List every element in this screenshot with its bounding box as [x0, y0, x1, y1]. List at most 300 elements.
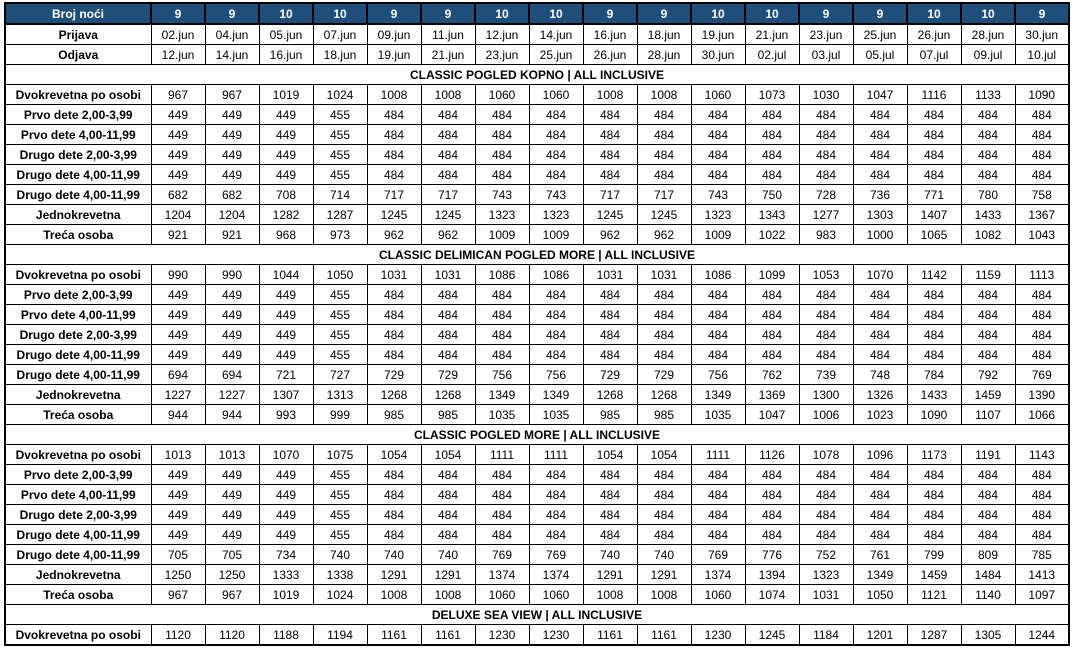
price-value: 484	[421, 345, 475, 365]
checkout-value: 09.jul	[961, 45, 1015, 65]
price-value: 1053	[799, 265, 853, 285]
price-value: 740	[313, 545, 367, 565]
checkin-row	[5, 24, 1069, 45]
price-value: 1349	[691, 385, 745, 405]
price-value: 1070	[259, 445, 313, 465]
price-value: 484	[583, 325, 637, 345]
checkin-value: 23.jun	[799, 24, 853, 45]
price-value: 1090	[907, 405, 961, 425]
price-value: 484	[907, 505, 961, 525]
price-value: 484	[529, 525, 583, 545]
price-value: 1277	[799, 205, 853, 225]
price-value: 484	[583, 145, 637, 165]
price-value: 1047	[853, 85, 907, 105]
price-value: 1060	[529, 585, 583, 605]
nights-value: 9	[367, 3, 421, 24]
nights-value: 9	[151, 3, 205, 24]
price-value: 1031	[421, 265, 475, 285]
price-value: 740	[367, 545, 421, 565]
price-row	[5, 265, 1069, 285]
price-value: 455	[313, 325, 367, 345]
price-value: 484	[367, 325, 421, 345]
price-value: 921	[205, 225, 259, 245]
price-value: 455	[313, 505, 367, 525]
price-value: 484	[853, 285, 907, 305]
price-value: 1291	[367, 565, 421, 585]
price-value: 1050	[313, 265, 367, 285]
checkin-value: 30.jun	[1015, 24, 1069, 45]
price-row	[5, 165, 1069, 185]
price-value: 1013	[205, 445, 259, 465]
price-value: 484	[367, 165, 421, 185]
checkout-value: 21.jun	[421, 45, 475, 65]
price-value: 484	[907, 325, 961, 345]
checkin-value: 25.jun	[853, 24, 907, 45]
price-value: 484	[907, 345, 961, 365]
price-value: 1009	[475, 225, 529, 245]
section-title: CLASSIC DELIMICAN POGLED MORE | ALL INCLUSIVE	[5, 245, 1069, 265]
price-value: 484	[529, 305, 583, 325]
price-value: 449	[151, 305, 205, 325]
price-value: 484	[745, 165, 799, 185]
price-row	[5, 85, 1069, 105]
price-value: 484	[637, 145, 691, 165]
price-value: 484	[799, 165, 853, 185]
price-value: 1305	[961, 625, 1015, 646]
price-value: 1161	[637, 625, 691, 646]
price-value: 962	[367, 225, 421, 245]
price-value: 1121	[907, 585, 961, 605]
price-value: 717	[637, 185, 691, 205]
price-value: 484	[367, 105, 421, 125]
price-value: 484	[475, 325, 529, 345]
price-value: 449	[205, 285, 259, 305]
price-value: 484	[367, 525, 421, 545]
price-value: 484	[475, 105, 529, 125]
checkout-label: Odjava	[5, 45, 151, 65]
price-value: 1367	[1015, 205, 1069, 225]
price-value: 729	[583, 365, 637, 385]
price-value: 1159	[961, 265, 1015, 285]
checkout-value: 30.jun	[691, 45, 745, 65]
price-value: 1031	[799, 585, 853, 605]
price-row	[5, 205, 1069, 225]
price-value: 484	[799, 125, 853, 145]
price-row-label: Treća osoba	[5, 585, 151, 605]
price-value: 1133	[961, 85, 1015, 105]
price-row-label: Prvo dete 4,00-11,99	[5, 485, 151, 505]
price-row-label: Prvo dete 2,00-3,99	[5, 465, 151, 485]
price-value: 743	[475, 185, 529, 205]
price-row	[5, 285, 1069, 305]
price-value: 1245	[637, 205, 691, 225]
price-value: 449	[151, 285, 205, 305]
price-value: 769	[1015, 365, 1069, 385]
price-row	[5, 525, 1069, 545]
price-value: 967	[151, 85, 205, 105]
price-value: 484	[421, 325, 475, 345]
price-value: 739	[799, 365, 853, 385]
price-value: 484	[583, 305, 637, 325]
price-value: 682	[151, 185, 205, 205]
price-value: 729	[367, 365, 421, 385]
price-value: 1459	[961, 385, 1015, 405]
checkout-value: 26.jun	[583, 45, 637, 65]
price-value: 449	[259, 325, 313, 345]
price-value: 708	[259, 185, 313, 205]
price-value: 484	[745, 345, 799, 365]
checkin-value: 18.jun	[637, 24, 691, 45]
price-value: 1030	[799, 85, 853, 105]
price-value: 484	[421, 285, 475, 305]
price-value: 1291	[583, 565, 637, 585]
price-value: 484	[907, 285, 961, 305]
price-value: 484	[475, 165, 529, 185]
price-value: 484	[745, 485, 799, 505]
price-value: 484	[1015, 325, 1069, 345]
price-value: 1019	[259, 585, 313, 605]
price-value: 1333	[259, 565, 313, 585]
price-row-label: Drugo dete 4,00-11,99	[5, 165, 151, 185]
nights-value: 10	[475, 3, 529, 24]
price-row-label: Drugo dete 4,00-11,99	[5, 545, 151, 565]
price-table-body	[5, 3, 1069, 645]
price-value: 484	[637, 285, 691, 305]
price-value: 449	[259, 285, 313, 305]
price-value: 1086	[529, 265, 583, 285]
price-value: 484	[637, 525, 691, 545]
price-value: 1307	[259, 385, 313, 405]
price-value: 1245	[421, 205, 475, 225]
section-title: DELUXE SEA VIEW | ALL INCLUSIVE	[5, 605, 1069, 625]
price-value: 484	[961, 485, 1015, 505]
price-value: 449	[259, 465, 313, 485]
price-value: 1230	[475, 625, 529, 646]
price-value: 484	[367, 145, 421, 165]
price-value: 1060	[475, 585, 529, 605]
price-value: 484	[907, 125, 961, 145]
checkout-value: 28.jun	[637, 45, 691, 65]
price-value: 1054	[637, 445, 691, 465]
price-value: 484	[475, 145, 529, 165]
price-row	[5, 585, 1069, 605]
price-value: 455	[313, 485, 367, 505]
price-value: 736	[853, 185, 907, 205]
price-value: 484	[475, 485, 529, 505]
price-value: 962	[583, 225, 637, 245]
section-title-row	[5, 425, 1069, 445]
price-value: 484	[529, 105, 583, 125]
price-row	[5, 325, 1069, 345]
price-value: 455	[313, 105, 367, 125]
price-value: 484	[907, 305, 961, 325]
price-value: 484	[961, 125, 1015, 145]
price-value: 449	[205, 105, 259, 125]
price-value: 484	[961, 465, 1015, 485]
price-value: 809	[961, 545, 1015, 565]
price-value: 455	[313, 525, 367, 545]
checkout-value: 19.jun	[367, 45, 421, 65]
price-value: 484	[799, 145, 853, 165]
price-value: 484	[961, 165, 1015, 185]
price-value: 484	[1015, 105, 1069, 125]
price-value: 717	[421, 185, 475, 205]
price-row-label: Prvo dete 2,00-3,99	[5, 105, 151, 125]
price-value: 1227	[205, 385, 259, 405]
checkin-value: 16.jun	[583, 24, 637, 45]
price-value: 484	[961, 525, 1015, 545]
price-value: 449	[259, 485, 313, 505]
price-value: 484	[637, 305, 691, 325]
price-row	[5, 505, 1069, 525]
price-value: 740	[583, 545, 637, 565]
price-value: 484	[367, 465, 421, 485]
price-value: 1244	[1015, 625, 1069, 646]
price-value: 756	[691, 365, 745, 385]
price-value: 756	[475, 365, 529, 385]
nights-value: 10	[961, 3, 1015, 24]
price-value: 484	[583, 125, 637, 145]
price-value: 1097	[1015, 585, 1069, 605]
price-value: 1184	[799, 625, 853, 646]
price-value: 484	[1015, 305, 1069, 325]
price-value: 1120	[151, 625, 205, 646]
price-value: 771	[907, 185, 961, 205]
nights-value: 9	[583, 3, 637, 24]
price-row	[5, 125, 1069, 145]
price-value: 484	[745, 285, 799, 305]
price-value: 728	[799, 185, 853, 205]
price-value: 449	[259, 125, 313, 145]
price-value: 1230	[529, 625, 583, 646]
price-row	[5, 385, 1069, 405]
price-value: 1245	[583, 205, 637, 225]
price-value: 1390	[1015, 385, 1069, 405]
price-value: 1300	[799, 385, 853, 405]
price-value: 484	[367, 285, 421, 305]
price-value: 705	[205, 545, 259, 565]
price-value: 484	[475, 305, 529, 325]
price-row-label: Jednokrevetna	[5, 385, 151, 405]
price-value: 967	[205, 85, 259, 105]
price-value: 449	[259, 105, 313, 125]
price-value: 484	[853, 125, 907, 145]
price-value: 484	[799, 505, 853, 525]
price-value: 484	[583, 505, 637, 525]
price-value: 1282	[259, 205, 313, 225]
price-row	[5, 445, 1069, 465]
price-value: 784	[907, 365, 961, 385]
price-value: 484	[745, 105, 799, 125]
price-value: 968	[259, 225, 313, 245]
price-value: 484	[583, 485, 637, 505]
price-value: 484	[529, 465, 583, 485]
price-value: 967	[205, 585, 259, 605]
price-value: 484	[799, 285, 853, 305]
price-value: 990	[151, 265, 205, 285]
checkin-value: 12.jun	[475, 24, 529, 45]
price-value: 1287	[313, 205, 367, 225]
price-value: 729	[421, 365, 475, 385]
price-value: 449	[151, 465, 205, 485]
checkout-value: 10.jul	[1015, 45, 1069, 65]
price-row-label: Jednokrevetna	[5, 565, 151, 585]
price-row-label: Drugo dete 4,00-11,99	[5, 525, 151, 545]
price-value: 484	[529, 325, 583, 345]
checkin-value: 05.jun	[259, 24, 313, 45]
price-value: 1268	[637, 385, 691, 405]
price-value: 1054	[367, 445, 421, 465]
price-value: 484	[529, 145, 583, 165]
price-value: 1227	[151, 385, 205, 405]
price-value: 743	[529, 185, 583, 205]
price-value: 1326	[853, 385, 907, 405]
price-value: 729	[637, 365, 691, 385]
price-value: 705	[151, 545, 205, 565]
price-value: 484	[475, 285, 529, 305]
checkout-value: 12.jun	[151, 45, 205, 65]
price-value: 944	[205, 405, 259, 425]
price-value: 455	[313, 285, 367, 305]
price-value: 983	[799, 225, 853, 245]
price-value: 1250	[205, 565, 259, 585]
price-value: 484	[637, 485, 691, 505]
price-value: 484	[637, 345, 691, 365]
price-value: 990	[205, 265, 259, 285]
checkout-value: 05.jul	[853, 45, 907, 65]
price-value: 484	[961, 305, 1015, 325]
price-value: 484	[529, 345, 583, 365]
price-value: 484	[853, 305, 907, 325]
price-value: 1268	[583, 385, 637, 405]
price-value: 1374	[529, 565, 583, 585]
section-title-row	[5, 245, 1069, 265]
price-value: 769	[529, 545, 583, 565]
price-value: 1374	[475, 565, 529, 585]
price-value: 484	[475, 525, 529, 545]
price-value: 484	[691, 305, 745, 325]
price-value: 1060	[691, 585, 745, 605]
price-value: 985	[367, 405, 421, 425]
price-value: 449	[205, 165, 259, 185]
price-value: 484	[907, 145, 961, 165]
price-value: 944	[151, 405, 205, 425]
nights-value: 9	[1015, 3, 1069, 24]
price-value: 484	[691, 165, 745, 185]
price-row-label: Drugo dete 4,00-11,99	[5, 345, 151, 365]
price-value: 484	[583, 165, 637, 185]
price-value: 484	[961, 285, 1015, 305]
price-value: 449	[205, 145, 259, 165]
price-value: 1111	[475, 445, 529, 465]
price-value: 484	[1015, 485, 1069, 505]
checkin-value: 21.jun	[745, 24, 799, 45]
price-value: 484	[961, 345, 1015, 365]
price-value: 449	[205, 325, 259, 345]
price-value: 484	[583, 465, 637, 485]
price-value: 455	[313, 465, 367, 485]
price-row-label: Drugo dete 4,00-11,99	[5, 185, 151, 205]
price-value: 1035	[475, 405, 529, 425]
price-row	[5, 565, 1069, 585]
price-value: 1343	[745, 205, 799, 225]
price-value: 756	[529, 365, 583, 385]
price-value: 1268	[421, 385, 475, 405]
price-value: 1086	[475, 265, 529, 285]
price-value: 484	[421, 105, 475, 125]
price-value: 1349	[475, 385, 529, 405]
price-value: 1323	[475, 205, 529, 225]
nights-row	[5, 3, 1069, 24]
price-value: 484	[691, 285, 745, 305]
price-value: 455	[313, 305, 367, 325]
price-value: 1287	[907, 625, 961, 646]
price-value: 1407	[907, 205, 961, 225]
checkout-row	[5, 45, 1069, 65]
price-value: 1050	[853, 585, 907, 605]
price-value: 484	[367, 305, 421, 325]
checkout-value: 18.jun	[313, 45, 367, 65]
price-value: 758	[1015, 185, 1069, 205]
price-value: 1111	[691, 445, 745, 465]
price-value: 1433	[961, 205, 1015, 225]
price-value: 1075	[313, 445, 367, 465]
price-value: 1140	[961, 585, 1015, 605]
price-value: 449	[205, 345, 259, 365]
price-value: 1008	[583, 85, 637, 105]
price-value: 967	[151, 585, 205, 605]
price-value: 1031	[367, 265, 421, 285]
price-value: 484	[583, 285, 637, 305]
price-value: 1230	[691, 625, 745, 646]
price-value: 1019	[259, 85, 313, 105]
price-value: 1006	[799, 405, 853, 425]
price-row	[5, 625, 1069, 646]
price-value: 484	[475, 345, 529, 365]
price-value: 1120	[205, 625, 259, 646]
price-value: 1008	[421, 585, 475, 605]
price-value: 484	[529, 485, 583, 505]
price-value: 484	[745, 325, 799, 345]
price-row	[5, 105, 1069, 125]
price-value: 694	[151, 365, 205, 385]
price-value: 1413	[1015, 565, 1069, 585]
price-value: 799	[907, 545, 961, 565]
price-value: 484	[367, 485, 421, 505]
price-value: 985	[583, 405, 637, 425]
price-value: 484	[1015, 505, 1069, 525]
price-value: 484	[853, 485, 907, 505]
checkin-value: 04.jun	[205, 24, 259, 45]
price-value: 1060	[691, 85, 745, 105]
price-value: 484	[799, 525, 853, 545]
nights-label: Broj noći	[5, 3, 151, 24]
nights-value: 10	[745, 3, 799, 24]
price-value: 1161	[583, 625, 637, 646]
price-value: 455	[313, 165, 367, 185]
checkout-value: 16.jun	[259, 45, 313, 65]
price-row-label: Dvokrevetna po osobi	[5, 265, 151, 285]
price-value: 484	[367, 345, 421, 365]
price-value: 1323	[799, 565, 853, 585]
price-value: 484	[1015, 345, 1069, 365]
price-row	[5, 485, 1069, 505]
checkin-value: 14.jun	[529, 24, 583, 45]
price-value: 714	[313, 185, 367, 205]
price-value: 484	[853, 505, 907, 525]
price-value: 484	[637, 325, 691, 345]
price-row	[5, 545, 1069, 565]
